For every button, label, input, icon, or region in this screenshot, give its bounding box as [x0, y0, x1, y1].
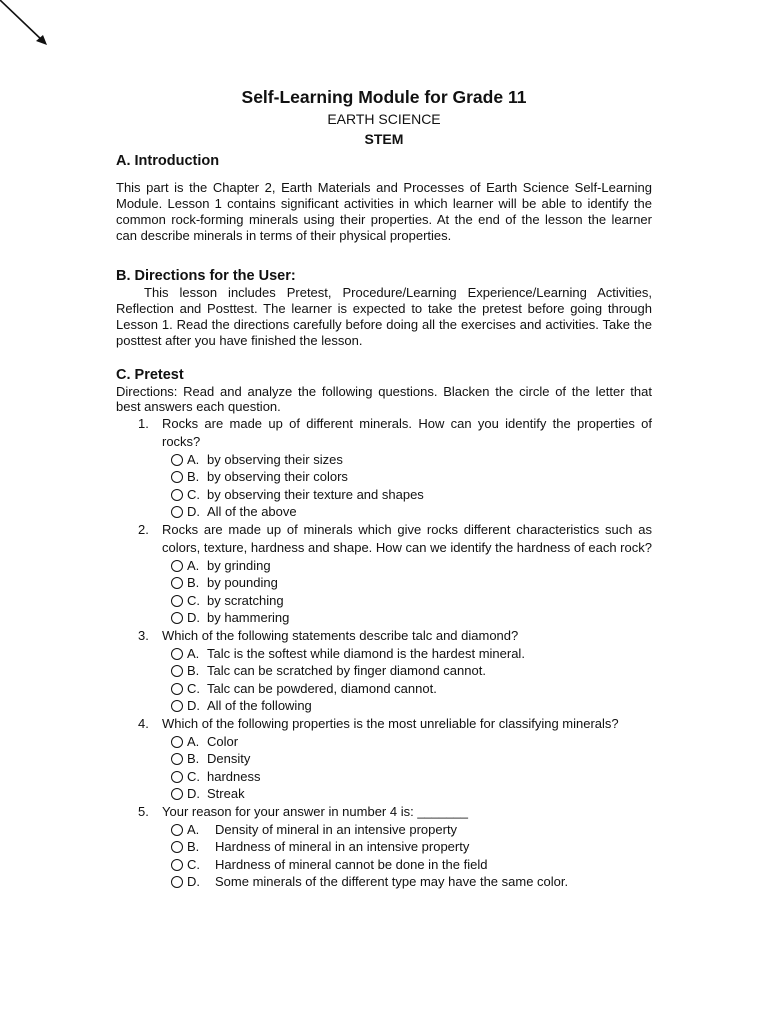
- option-letter: A.: [187, 451, 200, 467]
- option-list: [116, 557, 652, 627]
- option-5a[interactable]: [116, 821, 652, 839]
- answer-circle-icon[interactable]: [171, 788, 183, 800]
- question-text: Rocks are made up of different minerals. How can you identify the properties of rocks?: [162, 416, 652, 449]
- option-4d[interactable]: [116, 786, 652, 804]
- option-text: by scratching: [207, 592, 284, 608]
- answer-circle-icon[interactable]: [171, 876, 183, 888]
- directions-text: This lesson includes Pretest, Procedure/Learning Experience/Learning Activities, Reflection and Posttest. The learner is expected to take the pretest before going through Lesson 1. Read the directions carefully before doing all the exercises and activities. Take the posttest after you have finished the lesson.: [116, 285, 652, 348]
- option-letter: D.: [187, 504, 200, 520]
- option-4a[interactable]: [116, 733, 652, 751]
- answer-circle-icon[interactable]: [171, 454, 183, 466]
- option-text: hardness: [207, 768, 261, 784]
- question-1: [116, 415, 652, 521]
- option-2c[interactable]: [116, 592, 652, 610]
- option-text: Talc is the softest while diamond is the hardest mineral.: [207, 645, 525, 661]
- question-text: Which of the following statements describe talc and diamond?: [162, 628, 519, 643]
- option-letter: C.: [187, 592, 200, 608]
- option-5b[interactable]: [116, 839, 652, 857]
- option-2d[interactable]: [116, 610, 652, 628]
- answer-circle-icon[interactable]: [171, 736, 183, 748]
- option-5c[interactable]: [116, 856, 652, 874]
- question-list: [116, 415, 652, 891]
- option-list: [116, 733, 652, 803]
- question-text: Your reason for your answer in number 4 is: _______: [162, 804, 468, 819]
- option-letter: B.: [187, 469, 200, 485]
- page-title: Self-Learning Module for Grade 11: [241, 87, 527, 107]
- option-letter: C.: [187, 486, 200, 502]
- answer-circle-icon[interactable]: [171, 771, 183, 783]
- question-number: 2.: [138, 522, 149, 537]
- subject-heading: EARTH SCIENCE: [327, 111, 441, 127]
- option-list: [116, 451, 652, 521]
- answer-circle-icon[interactable]: [171, 683, 183, 695]
- answer-circle-icon[interactable]: [171, 648, 183, 660]
- option-text: All of the following: [207, 698, 312, 714]
- answer-circle-icon[interactable]: [171, 665, 183, 677]
- option-letter: A.: [187, 557, 200, 573]
- option-text: Talc can be scratched by finger diamond cannot.: [207, 663, 486, 679]
- option-text: All of the above: [207, 504, 297, 520]
- option-letter: C.: [187, 768, 200, 784]
- option-letter: D.: [187, 698, 200, 714]
- answer-circle-icon[interactable]: [171, 560, 183, 572]
- question-number: 5.: [138, 804, 149, 819]
- option-letter: B.: [187, 839, 200, 855]
- answer-circle-icon[interactable]: [171, 824, 183, 836]
- answer-circle-icon[interactable]: [171, 700, 183, 712]
- introduction-text: This part is the Chapter 2, Earth Materials and Processes of Earth Science Self-Learning Module. Lesson 1 contains significant activities in which learner will be able to identify the common rock-forming minerals using their properties. At the end of the lesson the learner can describe minerals in terms of their physical properties.: [116, 180, 652, 243]
- module-page: [116, 86, 652, 891]
- option-text: Talc can be powdered, diamond cannot.: [207, 680, 437, 696]
- option-3c[interactable]: [116, 680, 652, 698]
- question-number: 1.: [138, 416, 149, 431]
- option-text: Density of mineral in an intensive property: [215, 821, 458, 837]
- option-text: Color: [207, 733, 239, 749]
- option-1c[interactable]: [116, 486, 652, 504]
- option-3b[interactable]: [116, 663, 652, 681]
- answer-circle-icon[interactable]: [171, 471, 183, 483]
- question-5: [116, 803, 652, 891]
- answer-circle-icon[interactable]: [171, 489, 183, 501]
- question-number: 4.: [138, 716, 149, 731]
- option-text: Some minerals of the different type may have the same color.: [215, 874, 569, 890]
- answer-circle-icon[interactable]: [171, 612, 183, 624]
- question-text: Rocks are made up of minerals which give rocks different characteristics such as colors, texture, hardness and shape. How can we identify the hardness of each rock?: [162, 522, 652, 555]
- option-text: by grinding: [207, 557, 271, 573]
- introduction-heading: A. Introduction: [116, 153, 220, 169]
- option-text: by observing their texture and shapes: [207, 486, 424, 502]
- option-text: Density: [207, 751, 251, 767]
- question-text: Which of the following properties is the most unreliable for classifying minerals?: [162, 716, 619, 731]
- directions-heading: B. Directions for the User:: [116, 268, 296, 284]
- option-letter: D.: [187, 786, 200, 802]
- question-number: 3.: [138, 628, 149, 643]
- option-5d[interactable]: [116, 874, 652, 892]
- option-text: by observing their sizes: [207, 451, 343, 467]
- option-text: Streak: [207, 786, 245, 802]
- option-2a[interactable]: [116, 557, 652, 575]
- option-letter: D.: [187, 874, 200, 890]
- question-2: [116, 521, 652, 627]
- option-1a[interactable]: [116, 451, 652, 469]
- option-3a[interactable]: [116, 645, 652, 663]
- option-list: [116, 821, 652, 891]
- option-letter: A.: [187, 733, 200, 749]
- option-letter: A.: [187, 645, 200, 661]
- pretest-instructions: Directions: Read and analyze the following questions. Blacken the circle of the letter that best answers each question.: [116, 384, 652, 414]
- option-text: Hardness of mineral cannot be done in the field: [215, 856, 488, 872]
- option-letter: B.: [187, 663, 200, 679]
- question-3: [116, 627, 652, 715]
- option-4b[interactable]: [116, 751, 652, 769]
- option-text: by hammering: [207, 610, 290, 626]
- answer-circle-icon[interactable]: [171, 595, 183, 607]
- option-1b[interactable]: [116, 469, 652, 487]
- pretest-heading: C. Pretest: [116, 367, 184, 383]
- option-text: by observing their colors: [207, 469, 348, 485]
- option-letter: B.: [187, 751, 200, 767]
- answer-circle-icon[interactable]: [171, 506, 183, 518]
- answer-circle-icon[interactable]: [171, 577, 183, 589]
- option-text: Hardness of mineral in an intensive property: [215, 839, 470, 855]
- option-text: by pounding: [207, 575, 278, 591]
- option-3d[interactable]: [116, 698, 652, 716]
- strand-heading: STEM: [364, 131, 404, 147]
- corner-arrow-icon: [0, 0, 60, 60]
- option-letter: C.: [187, 856, 200, 872]
- question-4: [116, 715, 652, 803]
- answer-circle-icon[interactable]: [171, 859, 183, 871]
- option-2b[interactable]: [116, 575, 652, 593]
- option-letter: D.: [187, 610, 200, 626]
- option-1d[interactable]: [116, 504, 652, 522]
- option-list: [116, 645, 652, 715]
- answer-circle-icon[interactable]: [171, 841, 183, 853]
- answer-circle-icon[interactable]: [171, 753, 183, 765]
- option-letter: B.: [187, 575, 200, 591]
- option-4c[interactable]: [116, 768, 652, 786]
- option-letter: A.: [187, 821, 200, 837]
- option-letter: C.: [187, 680, 200, 696]
